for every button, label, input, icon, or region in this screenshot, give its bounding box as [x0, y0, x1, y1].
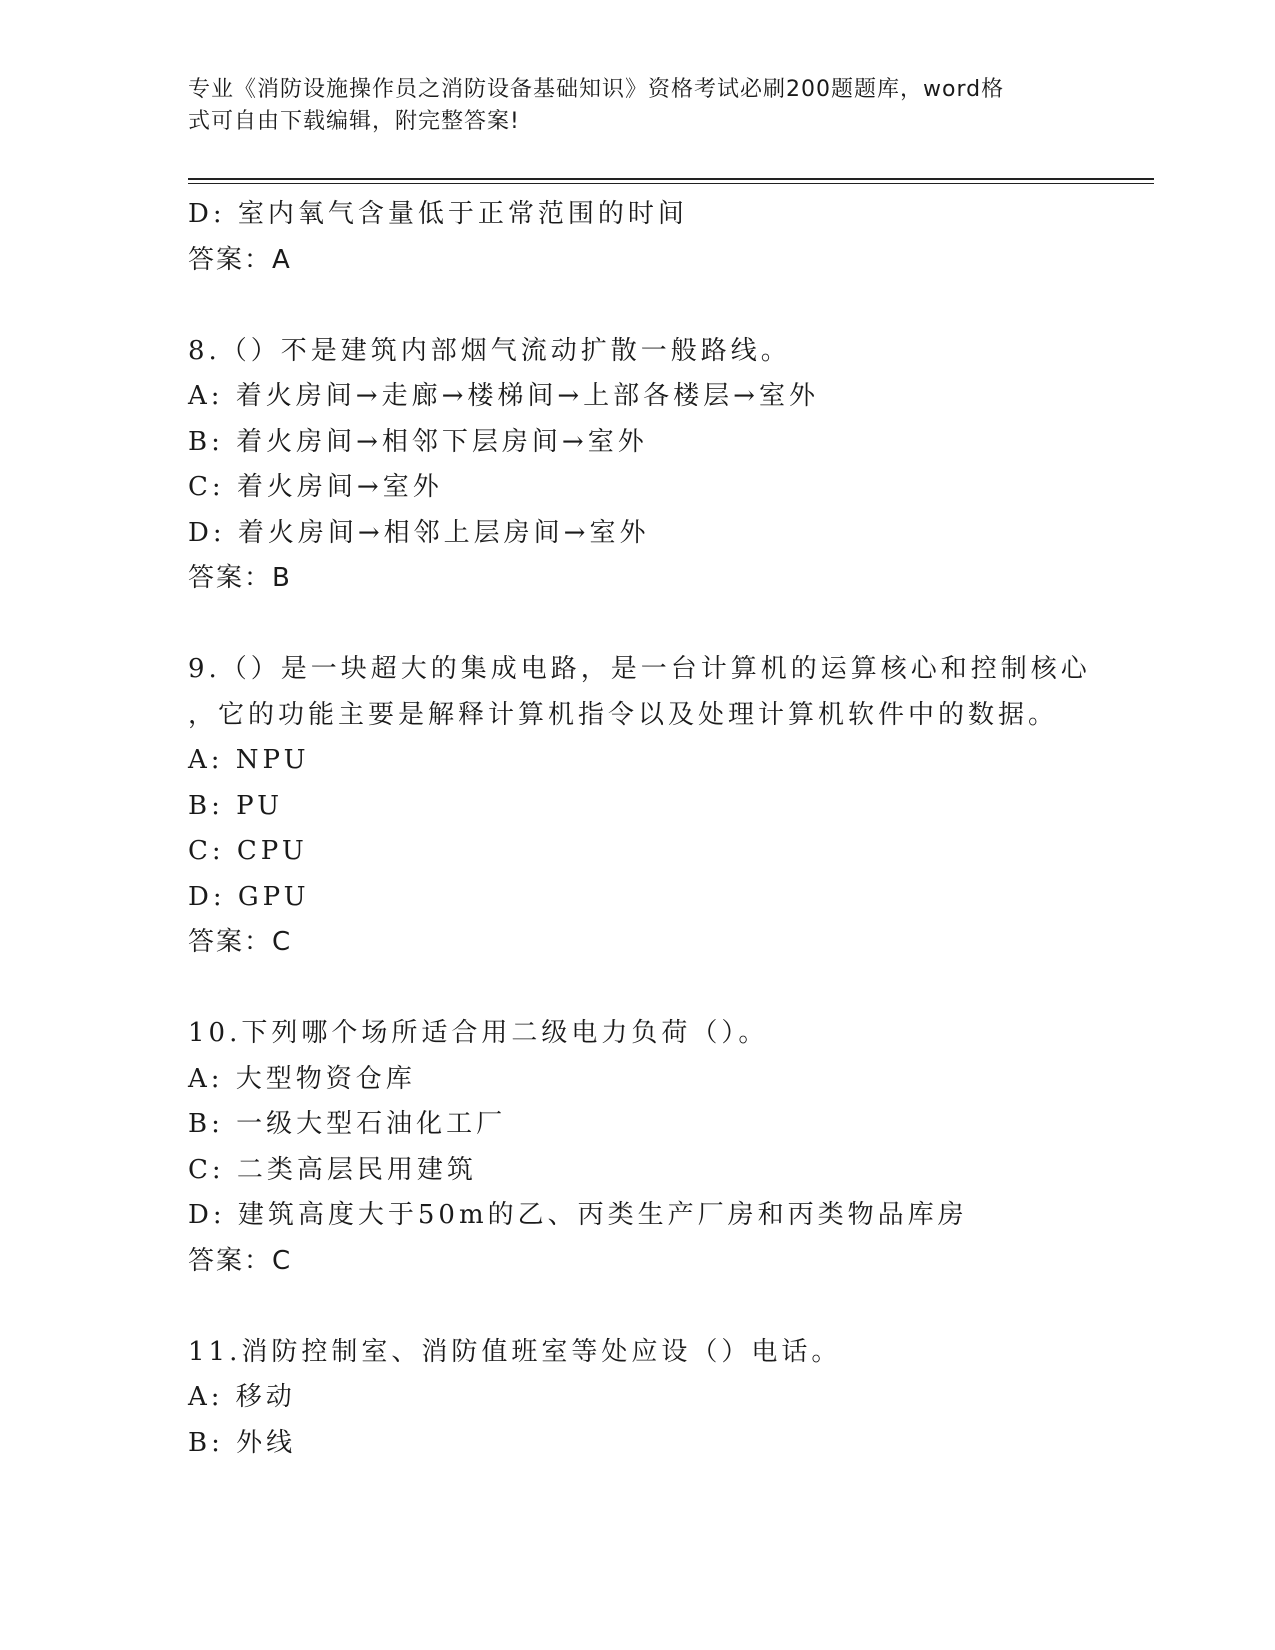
question-content	[188, 192, 1148, 1466]
spacer	[188, 966, 1148, 1012]
answer: 答案：B	[188, 563, 292, 593]
option-c: C: 着火房间→室外	[188, 472, 443, 502]
question-8	[188, 329, 1148, 602]
option-b: B: 一级大型石油化工厂	[188, 1109, 507, 1139]
option-b: B: PU	[188, 790, 284, 821]
question-stem: 9.（）是一块超大的集成电路，是一台计算机的运算核心和控制核心	[188, 654, 1091, 684]
answer: 答案：C	[188, 1245, 293, 1276]
question-10	[188, 1011, 1148, 1284]
spacer	[188, 1284, 1148, 1330]
option-a: A: 着火房间→走廊→楼梯间→上部各楼层→室外	[188, 381, 819, 411]
question-11	[188, 1330, 1148, 1467]
question-stem: 8.（）不是建筑内部烟气流动扩散一般路线。	[188, 335, 791, 366]
option-c: C: CPU	[188, 836, 308, 866]
option-d: D: 建筑高度大于50m的乙、丙类生产厂房和丙类物品库房	[188, 1200, 968, 1230]
option-b: B: 着火房间→相邻下层房间→室外	[188, 426, 648, 457]
option-d: D: GPU	[188, 881, 310, 912]
answer: 答案：C	[188, 927, 293, 957]
option-c: C: 二类高层民用建筑	[188, 1154, 477, 1185]
header-rule-thick	[188, 178, 1154, 180]
question-stem-continued: ，它的功能主要是解释计算机指令以及处理计算机软件中的数据。	[188, 699, 1059, 730]
option-a: A: NPU	[188, 745, 310, 775]
header-rule-thin	[188, 183, 1154, 184]
spacer	[188, 283, 1148, 329]
question-9	[188, 647, 1148, 966]
document-header	[188, 74, 1068, 138]
question-stem: 11.消防控制室、消防值班室等处应设（）电话。	[188, 1336, 842, 1367]
header-line-1: 专业《消防设施操作员之消防设备基础知识》资格考试必刷200题题库，word格	[188, 77, 1005, 102]
spacer	[188, 602, 1148, 648]
question-stem: 10.下列哪个场所适合用二级电力负荷（）。	[188, 1018, 769, 1048]
option-d: D: 着火房间→相邻上层房间→室外	[188, 517, 650, 548]
option-a: A: 移动	[188, 1382, 296, 1412]
option-b: B: 外线	[188, 1427, 297, 1458]
option-a: A: 大型物资仓库	[188, 1063, 416, 1094]
previous-answer: 答案：A	[188, 244, 292, 275]
header-line-2: 式可自由下载编辑，附完整答案!	[188, 109, 520, 134]
previous-option-d: D: 室内氧气含量低于正常范围的时间	[188, 199, 688, 229]
